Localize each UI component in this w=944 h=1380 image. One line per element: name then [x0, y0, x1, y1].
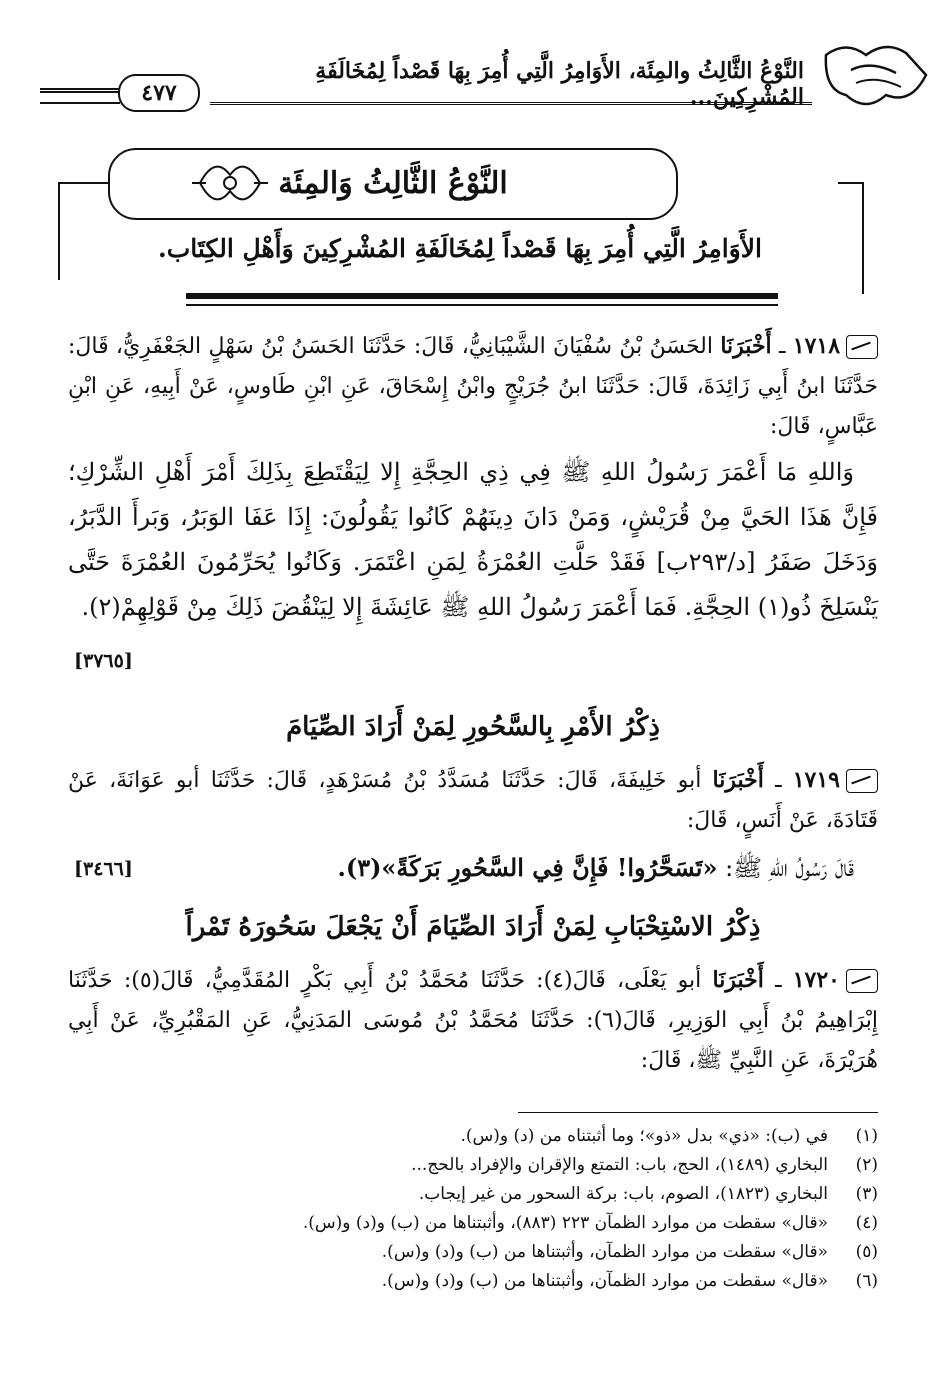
hadith-1720-chain: ١٧٢٠ ـ أَخْبَرَنَا أبو يَعْلَى، قَالَ(٤): حَدَّثَنَا مُحَمَّدُ بْنُ أَبِي بَكْرٍ المُقَدَّمِيُّ، قَالَ(٥): حَدَّثَنَا إِبْرَاهِيمُ بْنُ أَبِي الوَزِيرِ، قَالَ(٦): حَدَّثَنَا مُحَمَّدُ بْنُ مُوسَى المَدَنِيُّ، عَنِ المَقْبُرِيِّ، عَنْ أَبِي هُرَيْرَةَ، عَنِ النَّبِيِّ ﷺ، قَالَ: [68, 967, 879, 1073]
hadith-intro: أَخْبَرَنَا [712, 767, 764, 793]
header-rule [210, 102, 812, 105]
hadith-intro: أَخْبَرَنَا [712, 967, 764, 993]
chapter-thin-rule [186, 304, 778, 306]
hadith-matn-lead: قَالَ رَسُولُ اللهِ ﷺ: [725, 854, 854, 882]
section-heading-sahur: ذِكْرُ الأَمْرِ بِالسَّحُورِ لِمَنْ أَرَادَ الصِّيَامَ [286, 712, 660, 742]
footnote: (٢) البخاري (١٤٨٩)، الحج، باب: التمتع والإقران والإفراد بالحج... [411, 1155, 878, 1175]
page-number-rule [40, 88, 120, 93]
hadith-1718-reference: [٣٧٦٥] [74, 650, 133, 672]
hadith-intro: أَخْبَرَنَا [720, 333, 772, 359]
footnote: (٦) «قال» سقطت من موارد الظمآن، وأثبتناها من (ب) و(د) و(س). [381, 1271, 878, 1291]
hadith-marker-icon [846, 769, 878, 793]
hadith-1718-chain: ١٧١٨ ـ أَخْبَرَنَا الحَسَنُ بْنُ سُفْيَانَ الشَّيْبَانِيُّ، قَالَ: حَدَّثَنَا الحَسَنُ بْنُ سَهْلٍ الجَعْفَرِيُّ، قَالَ: حَدَّثَنَا ابنُ أَبِي زَائِدَةَ، قَالَ: حَدَّثَنَا ابنُ جُرَيْجٍ وابْنُ إِسْحَاقَ، عَنِ ابْنِ طَاوسٍ، عَنْ أَبِيهِ، عَنِ ابْنِ عَبَّاسٍ، قَالَ: [68, 333, 878, 439]
footnote: (٣) البخاري (١٨٢٣)، الصوم، باب: بركة السحور من غير إيجاب. [418, 1184, 878, 1204]
hadith-number: ١٧١٩ [792, 767, 840, 793]
hadith-number: ١٧١٨ [792, 333, 841, 359]
chapter-thick-rule [186, 293, 778, 299]
hadith-marker-icon [846, 335, 878, 359]
footnote-rule [518, 1112, 878, 1113]
footnotes [78, 1122, 878, 1296]
page-number: ٤٧٧ [118, 74, 200, 112]
hadith-1718-matn: وَاللهِ مَا أَعْمَرَ رَسُولُ اللهِ ﷺ فِي ذِي الحِجَّةِ إِلا لِيَقْتَطِعَ بِذَلِكَ أَمْرَ أَهْلِ الشِّرْكِ؛ فَإِنَّ هَذَا الحَيَّ مِنْ قُرَيْشٍ، وَمَنْ دَانَ دِينَهُمْ كَانُوا يَقُولُونَ: إِذَا عَفَا الوَبَرُ، وَبَرأَ الدَّبَرُ، وَدَخَلَ صَفَرُ [د/٢٩٣ب] فَقَدْ حَلَّتِ العُمْرَةُ لِمَنِ اعْتَمَرَ. وَكَانُوا يُحَرِّمُونَ العُمْرَةَ حَتَّى يَنْسَلِخَ ذُو(١) الحِجَّةِ. فَمَا أَعْمَرَ رَسُولُ اللهِ ﷺ عَائِشَةَ إِلا لِيَنْقُضَ ذَلِكَ مِنْ قَوْلِهِمْ(٢). [68, 458, 878, 621]
ornament-icon [190, 150, 270, 216]
chapter-frame-right [838, 182, 864, 294]
footnote: (١) في (ب): «ذي» بدل «ذو»؛ وما أثبتناه من (د) و(س). [460, 1126, 878, 1146]
hadith-matn-quote: «تَسَحَّرُوا! فَإِنَّ فِي السَّحُورِ بَرَكَةً»(٣). [337, 853, 718, 882]
section-heading-tamr: ذِكْرُ الاسْتِحْبَابِ لِمَنْ أَرَادَ الصِّيَامَ أَنْ يَجْعَلَ سَحُورَهُ تَمْراً [185, 912, 761, 942]
hadith-1719-chain: ١٧١٩ ـ أَخْبَرَنَا أبو خَلِيفَةَ، قَالَ: حَدَّثَنَا مُسَدَّدُ بْنُ مُسَرْهَدٍ، قَالَ: حَدَّثَنَا أبو عَوَانَةَ، عَنْ قَتَادَةَ، عَنْ أَنَسٍ، قَالَ: [68, 767, 878, 833]
hadith-number: ١٧٢٠ [792, 967, 840, 993]
hadith-chain-text: أبو يَعْلَى، قَالَ(٤): حَدَّثَنَا مُحَمَّدُ بْنُ أَبِي بَكْرٍ المُقَدَّمِيُّ، قَالَ(٥): حَدَّثَنَا إِبْرَاهِيمُ بْنُ أَبِي الوَزِيرِ، قَالَ(٦): حَدَّثَنَا مُحَمَّدُ بْنُ مُوسَى المَدَنِيُّ، عَنِ المَقْبُرِيِّ، عَنْ أَبِي هُرَيْرَةَ، عَنِ النَّبِيِّ ﷺ، قَالَ: [68, 968, 879, 1073]
footnote: (٥) «قال» سقطت من موارد الظمآن، وأثبتناها من (ب) و(د) و(س). [381, 1242, 878, 1262]
chapter-title: النَّوْعُ الثَّالِثُ وَالمِئَة [108, 148, 678, 220]
footnote: (٤) «قال» سقطت من موارد الظمآن ٢٢٣ (٨٨٣)، وأثبتناها من (ب) و(د) و(س). [302, 1213, 878, 1233]
hadith-1719-matn [204, 848, 878, 888]
running-title: النَّوْعُ الثَّالِثُ والمِئَة، الأَوَامِرُ الَّتِي أُمِرَ بِهَا قَصْداً لِمُخَالَفَةِ المُشْرِكِينَ... [315, 58, 804, 110]
hadith-1719-reference: [٣٤٦٦] [74, 858, 133, 880]
chapter-frame-left [58, 182, 110, 280]
page-number-rule-thin [40, 102, 120, 104]
hadith-chain-text: الحَسَنُ بْنُ سُفْيَانَ الشَّيْبَانِيُّ، قَالَ: حَدَّثَنَا الحَسَنُ بْنُ سَهْلٍ الجَعْفَرِيُّ، قَالَ: حَدَّثَنَا ابنُ أَبِي زَائِدَةَ، قَالَ: حَدَّثَنَا ابنُ جُرَيْجٍ وابْنُ إِسْحَاقَ، عَنِ ابْنِ طَاوسٍ، عَنْ أَبِيهِ، عَنِ ابْنِ عَبَّاسٍ، قَالَ: [68, 334, 878, 439]
chapter-subtitle: الأَوَامِرُ الَّتِي أُمِرَ بِهَا قَصْداً لِمُخَالَفَةِ المُشْرِكِينَ وَأَهْلِ الكِتَاب. [158, 234, 762, 263]
hadith-chain-text: أبو خَلِيفَةَ، قَالَ: حَدَّثَنَا مُسَدَّدُ بْنُ مُسَرْهَدٍ، قَالَ: حَدَّثَنَا أبو عَوَانَةَ، عَنْ قَتَادَةَ، عَنْ أَنَسٍ، قَالَ: [68, 768, 878, 833]
chapter-emblem-icon [816, 35, 936, 115]
hadith-marker-icon [846, 969, 878, 993]
